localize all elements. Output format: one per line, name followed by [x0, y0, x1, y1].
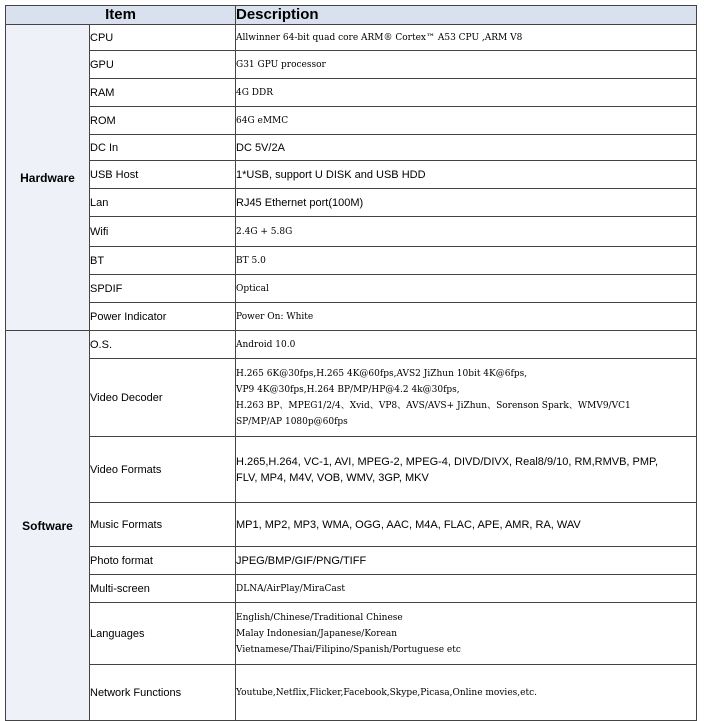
description-line: H.265,H.264, VC-1, AVI, MPEG-2, MPEG-4, DIVD/DIVX, Real8/9/10, RM,RMVB, PMP, [236, 455, 659, 468]
table-row [6, 547, 697, 575]
spec-description [236, 25, 697, 51]
spec-description [236, 331, 697, 359]
spec-item-label: Network Functions [90, 665, 236, 721]
description-line: English/Chinese/Traditional Chinese [236, 612, 403, 623]
spec-item-label: BT [90, 247, 236, 275]
description-line: BT 5.0 [236, 255, 266, 266]
description-line: Vietnamese/Thai/Filipino/Spanish/Portuguese etc [236, 644, 461, 655]
spec-description [236, 359, 697, 437]
description-line: Android 10.0 [236, 339, 296, 350]
spec-description [236, 575, 697, 603]
description-line: DC 5V/2A [236, 141, 285, 154]
table-row [6, 247, 697, 275]
description-line: FLV, MP4, M4V, VOB, WMV, 3GP, MKV [236, 471, 429, 484]
spec-item-label: DC In [90, 135, 236, 161]
spec-item-label: Video Decoder [90, 359, 236, 437]
spec-description [236, 503, 697, 547]
spec-item-label: Music Formats [90, 503, 236, 547]
spec-item-label: SPDIF [90, 275, 236, 303]
spec-item-label: Wifi [90, 217, 236, 247]
description-line: RJ45 Ethernet port(100M) [236, 196, 364, 209]
table-row [6, 665, 697, 721]
spec-description [236, 437, 697, 503]
spec-item-label: Photo format [90, 547, 236, 575]
description-line: Allwinner 64-bit quad core ARM® Cortex™ A53 CPU ,ARM V8 [236, 32, 523, 43]
spec-item-label: Lan [90, 189, 236, 217]
description-line: 1*USB, support U DISK and USB HDD [236, 168, 426, 181]
header-description: Description [236, 6, 697, 25]
spec-description [236, 603, 697, 665]
table-row [6, 79, 697, 107]
description-line: Optical [236, 283, 269, 294]
spec-description [236, 79, 697, 107]
description-line: MP1, MP2, MP3, WMA, OGG, AAC, M4A, FLAC, APE, AMR, RA, WAV [236, 518, 581, 531]
table-row [6, 503, 697, 547]
spec-description [236, 107, 697, 135]
table-row [6, 135, 697, 161]
spec-item-label: Power Indicator [90, 303, 236, 331]
table-row [6, 359, 697, 437]
spec-item-label: Multi-screen [90, 575, 236, 603]
spec-item-label: Languages [90, 603, 236, 665]
table-row [6, 437, 697, 503]
header-item: Item [6, 6, 236, 25]
table-row [6, 189, 697, 217]
spec-item-label: RAM [90, 79, 236, 107]
description-line: VP9 4K@30fps,H.264 BP/MP/HP@4.2 4k@30fps, [236, 384, 460, 395]
spec-description [236, 161, 697, 189]
spec-description [236, 217, 697, 247]
table-row [6, 217, 697, 247]
description-line: Youtube,Netflix,Flicker,Facebook,Skype,Picasa,Online movies,etc. [236, 687, 537, 698]
spec-item-label: Video Formats [90, 437, 236, 503]
spec-table [5, 5, 697, 721]
description-line: Power On: White [236, 311, 314, 322]
description-line: JPEG/BMP/GIF/PNG/TIFF [236, 554, 367, 567]
spec-description [236, 189, 697, 217]
spec-description [236, 247, 697, 275]
table-row [6, 575, 697, 603]
table-row [6, 603, 697, 665]
description-line: H.265 6K@30fps,H.265 4K@60fps,AVS2 JiZhun 10bit 4K@6fps, [236, 368, 528, 379]
spec-item-label: USB Host [90, 161, 236, 189]
spec-item-label: O.S. [90, 331, 236, 359]
table-row [6, 51, 697, 79]
description-line: 2.4G + 5.8G [236, 226, 293, 237]
spec-description [236, 135, 697, 161]
table-row [6, 107, 697, 135]
description-line: Malay Indonesian/Japanese/Korean [236, 628, 398, 639]
table-row [6, 161, 697, 189]
description-line: SP/MP/AP 1080p@60fps [236, 416, 348, 427]
description-line: DLNA/AirPlay/MiraCast [236, 583, 345, 594]
table-row [6, 25, 697, 51]
spec-item-label: CPU [90, 25, 236, 51]
hardware-category-label: Hardware [6, 25, 90, 331]
description-line: 4G DDR [236, 87, 273, 98]
spec-description [236, 51, 697, 79]
spec-description [236, 665, 697, 721]
table-row [6, 275, 697, 303]
description-line: H.263 BP、MPEG1/2/4、Xvid、VP8、AVS/AVS+ JiZhun、Sorenson Spark、WMV9/VC1 [236, 400, 631, 411]
description-line: 64G eMMC [236, 115, 289, 126]
description-line: G31 GPU processor [236, 59, 326, 70]
header-row [6, 6, 697, 25]
table-row [6, 331, 697, 359]
software-category-label: Software [6, 331, 90, 721]
spec-description [236, 275, 697, 303]
spec-item-label: GPU [90, 51, 236, 79]
spec-description [236, 547, 697, 575]
table-row [6, 303, 697, 331]
spec-description [236, 303, 697, 331]
spec-item-label: ROM [90, 107, 236, 135]
